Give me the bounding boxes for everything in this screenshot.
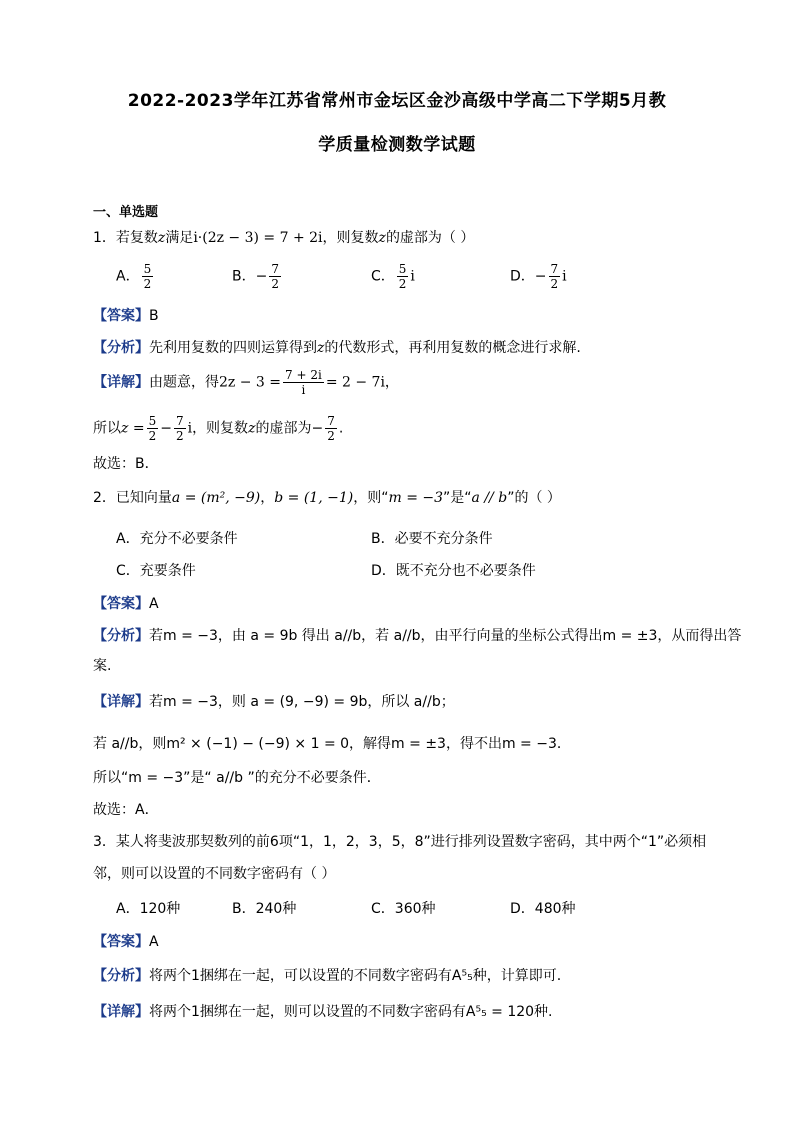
- q1-option-d: D．− $\frac{7}{2}$ i: [510, 262, 567, 291]
- q1-option-a: A． $\frac{5}{2}$: [116, 262, 152, 291]
- q3-stem: 3．某人将斐波那契数列的前6项“1，1，2，3，5，8”进行排列设置数字密码，其中两个“1”必须相: [93, 834, 707, 850]
- q2-answer: 【答案】A: [93, 596, 159, 612]
- q1-option-c: C． $\frac{5}{2}$ i: [371, 262, 415, 291]
- q1-analysis: 【分析】先利用复数的四则运算得到z的代数形式，再利用复数的概念进行求解.: [93, 340, 581, 356]
- q2-option-a: A．充分不必要条件: [116, 531, 238, 547]
- q2-detail-line2: 若 a//b，则m² × (−1) − (−9) × 1 = 0，解得m = ±3，得不出m = −3．: [93, 736, 571, 752]
- q3-analysis: 【分析】将两个1捆绑在一起，可以设置的不同数字密码有A⁵₅种，计算即可.: [93, 968, 562, 984]
- q2-stem: 2．已知向量a = (m², −9)，b = (1, −1)，则“m = −3”是“a // b”的（ ）: [93, 490, 561, 506]
- q2-analysis: 【分析】若m = −3，由 a = 9b 得出 a//b，若 a//b，由平行向量的坐标公式得出m = ±3，从而得出答: [93, 628, 742, 644]
- q3-option-b: B．240种: [232, 901, 297, 917]
- doc-title-line1: 2022-2023学年江苏省常州市金坛区金沙高级中学高二下学期5月教: [127, 91, 667, 111]
- q2-detail-line3: 所以“m = −3”是“ a//b ”的充分不必要条件．: [93, 770, 381, 786]
- q1-choose: 故选：B．: [93, 456, 159, 472]
- q1-detail-line2: 所以z = $\frac{5}{2}$ − $\frac{7}{2}$ i，则复数z的虚部为− $\frac{7}{2}$ .: [93, 414, 344, 443]
- section-heading: 一、单选题: [93, 205, 159, 220]
- q2-analysis-line2: 案.: [93, 658, 112, 674]
- q3-option-a: A．120种: [116, 901, 181, 917]
- q3-option-c: C．360种: [371, 901, 436, 917]
- q1-option-b: B．− $\frac{7}{2}$: [232, 262, 279, 291]
- q2-option-b: B．必要不充分条件: [371, 531, 493, 547]
- doc-title-line2: 学质量检测数学试题: [318, 135, 476, 155]
- q3-answer: 【答案】A: [93, 934, 159, 950]
- q2-option-d: D．既不充分也不必要条件: [371, 563, 536, 579]
- q3-option-d: D．480种: [510, 901, 576, 917]
- q2-detail: 【详解】若m = −3，则 a = (9, −9) = 9b，所以 a//b；: [93, 694, 455, 710]
- q1-answer: 【答案】B: [93, 308, 159, 324]
- q1-detail: 【详解】由题意，得2z − 3 = $\frac{7 + 2i}{i}$ = 2 − 7i，: [93, 368, 399, 397]
- q1-stem: 1．若复数z满足i·(2z − 3) = 7 + 2i，则复数z的虚部为（ ）: [93, 230, 475, 246]
- q3-stem-line2: 邻，则可以设置的不同数字密码有（ ）: [93, 866, 336, 882]
- q2-choose: 故选：A．: [93, 802, 159, 818]
- q3-detail: 【详解】将两个1捆绑在一起，则可以设置的不同数字密码有A⁵₅ = 120种.: [93, 1004, 553, 1020]
- q2-option-c: C．充要条件: [116, 563, 196, 579]
